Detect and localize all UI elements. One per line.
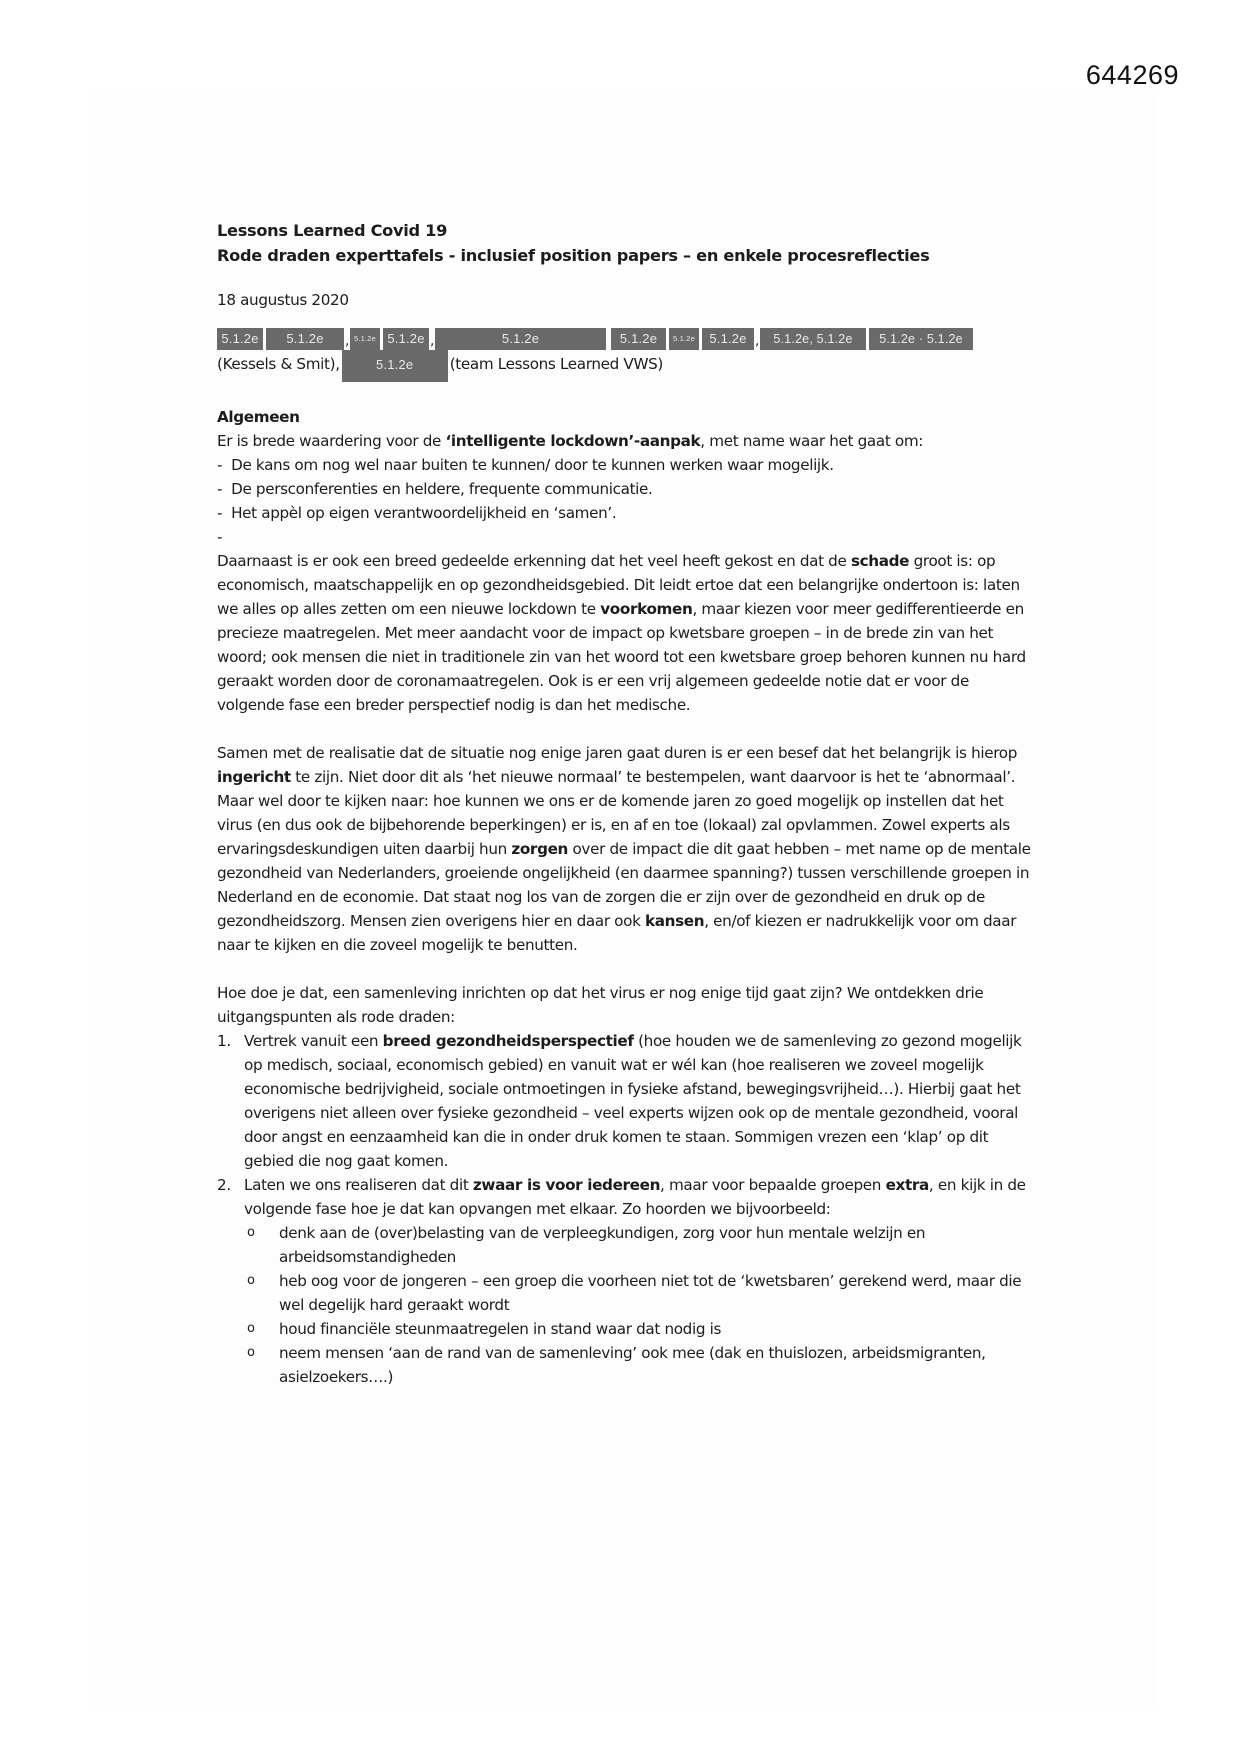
redaction-box: 5.1.2e — [217, 328, 263, 350]
document-date: 18 augustus 2020 — [217, 291, 349, 309]
examples-list — [217, 1221, 1037, 1389]
section-heading-algemeen: Algemeen — [217, 408, 300, 426]
list-item: - De persconferenties en heldere, frequente communicatie. — [217, 480, 653, 498]
redaction-box: 5.1.2e — [266, 328, 344, 350]
redaction-box: 5.1.2e — [611, 328, 666, 350]
numbered-item-2: 2. Laten we ons realiseren dat dit zwaar is voor iedereen, maar voor bepaalde groepen extra, en kijk in de volgende fase hoe je dat kan opvangen met elkaar. Zo hoorden we bijvoorbeeld: — [217, 1176, 1026, 1218]
document-title: Lessons Learned Covid 19 — [217, 221, 448, 240]
authors-kessels-smit: (Kessels & Smit), — [217, 355, 340, 373]
algemeen-intro: Er is brede waardering voor de ‘intelligente lockdown’-aanpak, met name waar het gaat om: — [217, 432, 924, 450]
circle-bullet-icon: o — [247, 1345, 255, 1360]
list-item: o denk aan de (over)belasting van de verpleegkundigen, zorg voor hun mentale welzijn en arbeidsomstandigheden — [217, 1221, 1037, 1269]
comma-separator: , — [345, 334, 349, 349]
numbered-item-1: 1. Vertrek vanuit een breed gezondheidsperspectief (hoe houden we de samenleving zo gezond mogelijk op medisch, sociaal, economisch gebied) en vanuit wat er wél kan (hoe realiseren we zoveel mogelijk economische bedrijvigheid, sociale ontmoetingen in fysieke afstand, bewegingsvrijheid…). Hierbij gaat het overigens niet alleen over fysieke gezondheid – veel experts wijzen ook op de mentale gezondheid, vooral door angst en eenzaamheid kan die in onder druk komen te staan. Sommigen vrezen een ‘klap’ op dit gebied die nog gaat komen. — [217, 1032, 1022, 1170]
redaction-box: 5.1.2e — [435, 328, 606, 350]
redaction-box: 5.1.2e — [702, 328, 754, 350]
circle-bullet-icon: o — [247, 1225, 255, 1240]
redaction-box: 5.1.2e — [669, 328, 699, 350]
list-item: o houd financiële steunmaatregelen in stand waar dat nodig is — [217, 1317, 1037, 1341]
comma-separator: , — [755, 334, 759, 349]
comma-separator: , — [430, 334, 434, 349]
authors-team-vws: (team Lessons Learned VWS) — [449, 355, 663, 373]
list-item: o heb oog voor de jongeren – een groep die voorheen niet tot de ‘kwetsbaren’ gerekend werd, maar die wel degelijk hard geraakt wordt — [217, 1269, 1037, 1317]
document-number: 644269 — [1085, 60, 1179, 90]
list-item: o neem mensen ‘aan de rand van de samenleving’ ook mee (dak en thuislozen, arbeidsmigranten, asielzoekers….) — [217, 1341, 1037, 1389]
paragraph-uitgangspunten-intro: Hoe doe je dat, een samenleving inrichten op dat het virus er nog enige tijd gaat zijn? We ontdekken drie uitgangspunten als rode draden: — [217, 984, 984, 1026]
redaction-box: 5.1.2e, 5.1.2e — [760, 328, 866, 350]
redaction-box: 5.1.2e — [350, 328, 380, 350]
redaction-box: 5.1.2e · 5.1.2e — [869, 328, 973, 350]
redaction-box: 5.1.2e — [342, 350, 448, 382]
circle-bullet-icon: o — [247, 1273, 255, 1288]
authors-row-2 — [217, 352, 1037, 382]
redaction-box: 5.1.2e — [383, 328, 429, 350]
circle-bullet-icon: o — [247, 1321, 255, 1336]
authors-redacted-row — [217, 328, 1037, 352]
list-item: - Het appèl op eigen verantwoordelijkheid en ‘samen’. — [217, 504, 617, 522]
list-item: - De kans om nog wel naar buiten te kunnen/ door te kunnen werken waar mogelijk. — [217, 456, 834, 474]
paragraph-ingericht: Samen met de realisatie dat de situatie nog enige jaren gaat duren is er een besef dat het belangrijk is hierop ingericht te zijn. Niet door dit als ‘het nieuwe normaal’ te bestempelen, want daarvoor is het te ‘abnormaal’. Maar wel door te kijken naar: hoe kunnen we ons er de komende jaren zo goed mogelijk op instellen dat het virus (en dus ook de bijbehorende beperkingen) er is, en af en toe (lokaal) zal opvlammen. Zowel experts als ervaringsdeskundigen uiten daarbij hun zorgen over de impact die dit gaat hebben – met name op de mentale gezondheid van Nederlanders, groeiende ongelijkheid (en daarmee spanning?) tussen verschillende groepen in Nederland en de economie. Dat staat nog los van de zorgen die er zijn over de gezondheid en druk op de gezondheidszorg. Mensen zien overigens hier en daar ook kansen, en/of kiezen er nadrukkelijk voor om daar naar te kijken en die zoveel mogelijk te benutten. — [217, 744, 1031, 954]
list-item-empty: - — [217, 528, 223, 546]
waardering-list — [217, 453, 1037, 549]
document-subtitle: Rode draden experttafels - inclusief position papers – en enkele procesreflecties — [217, 246, 930, 265]
paragraph-schade: Daarnaast is er ook een breed gedeelde erkenning dat het veel heeft gekost en dat de schade groot is: op economisch, maatschappelijk en op gezondheidsgebied. Dit leidt ertoe dat een belangrijke ondertoon is: laten we alles op alles zetten om een nieuwe lockdown te voorkomen, maar kiezen voor meer gedifferentieerde en precieze maatregelen. Met meer aandacht voor de impact op kwetsbare groepen – in de brede zin van het woord; ook mensen die niet in traditionele zin van het woord tot een kwetsbare groep behoren kunnen nu hard geraakt worden door de coronamaatregelen. Ook is er een vrij algemeen gedeelde notie dat er voor de volgende fase een breder perspectief nodig is dan het medische. — [217, 552, 1026, 714]
document-body — [217, 218, 1037, 1389]
